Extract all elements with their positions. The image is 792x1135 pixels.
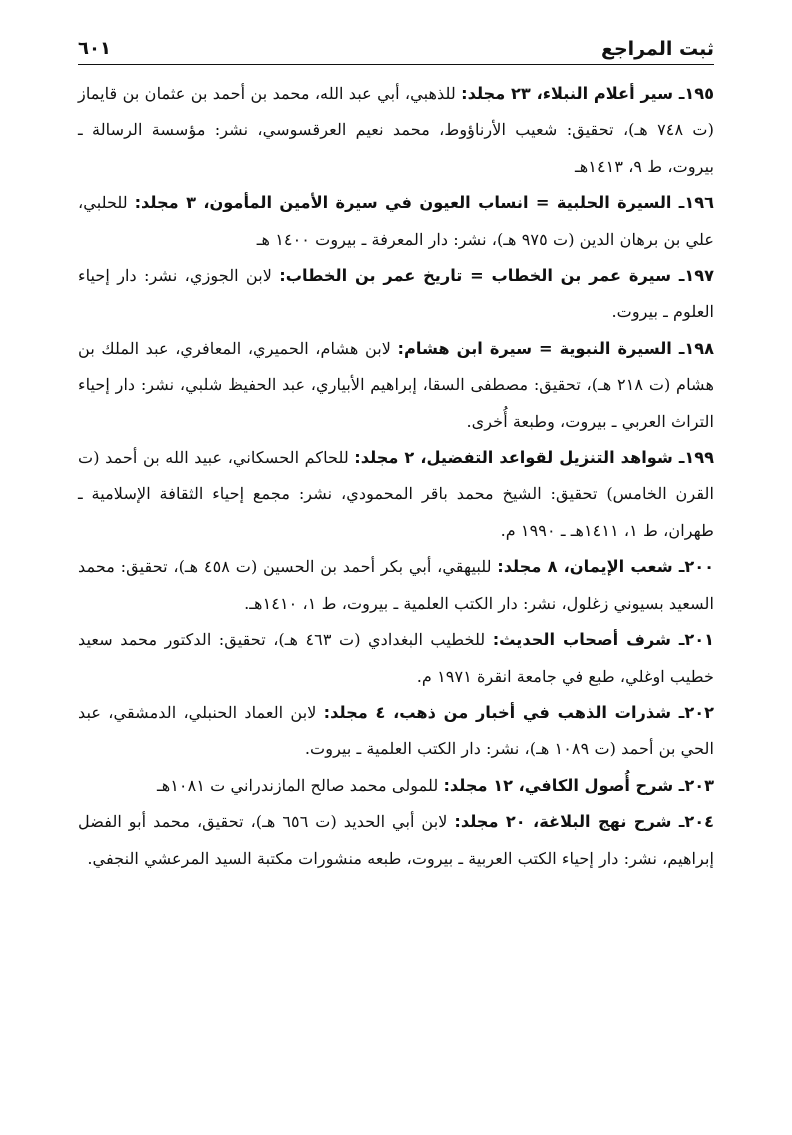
entry-title: ١٩٩ـ شواهد التنزيل لقواعد التفضيل، ٢ مجلد: bbox=[354, 448, 715, 468]
bibliography-entry bbox=[78, 258, 714, 331]
page-header bbox=[78, 30, 714, 65]
entry-title: ١٩٥ـ سير أعلام النبلاء، ٢٣ مجلد: bbox=[461, 84, 714, 103]
entry-details: لابن أبي الحديد (ت ٦٥٦ هـ)، تحقيق، محمد أبو الفضل إبراهيم، نشر: دار إحياء الكتب العربية ـ بيروت، طبعه منشورات مكتبة السيد المرعشي النجفي. bbox=[78, 812, 714, 868]
entry-details: للخطيب البغدادي (ت ٤٦٣ هـ)، تحقيق: الدكتور محمد سعيد خطيب اوغلي، طبع في جامعة انقرة ١٩٧١ م. bbox=[78, 630, 714, 686]
entry-details: للبيهقي، أبي بكر أحمد بن الحسين (ت ٤٥٨ هـ)، تحقيق: محمد السعيد بسيوني زغلول، نشر: دار الكتب العلمية ـ بيروت، ط ١، ١٤١٠هـ. bbox=[78, 557, 714, 613]
entry-title: ٢٠٢ـ شذرات الذهب في أخبار من ذهب، ٤ مجلد: bbox=[323, 702, 714, 722]
entry-details: للحلبي، علي بن برهان الدين (ت ٩٧٥ هـ)، نشر: دار المعرفة ـ بيروت ١٤٠٠ هـ bbox=[78, 193, 714, 249]
bibliography-entry bbox=[78, 622, 714, 695]
bibliography-entry bbox=[78, 76, 714, 185]
entry-title: ٢٠١ـ شرف أصحاب الحديث: bbox=[492, 630, 714, 650]
entry-title: ١٩٦ـ السيرة الحلبية = انساب العيون في سيرة الأمين المأمون، ٣ مجلد: bbox=[134, 193, 714, 213]
running-title: ثبت المراجع bbox=[600, 38, 714, 60]
page-number: ٦٠١ bbox=[78, 38, 111, 59]
bibliography-entry bbox=[78, 768, 714, 804]
bibliography-entry bbox=[78, 440, 714, 549]
entry-details: لابن العماد الحنبلي، الدمشقي، عبد الحي بن أحمد (ت ١٠٨٩ هـ)، نشر: دار الكتب العلمية ـ بيروت. bbox=[78, 702, 714, 759]
bibliography-entry bbox=[78, 549, 714, 622]
entry-details: للمولى محمد صالح المازندراني ت ١٠٨١هـ bbox=[156, 775, 444, 795]
bibliography-entry bbox=[78, 804, 714, 877]
entry-details: لابن الجوزي، نشر: دار إحياء العلوم ـ بيروت. bbox=[78, 266, 714, 322]
entry-title: ١٩٧ـ سيرة عمر بن الخطاب = تاريخ عمر بن الخطاب: bbox=[279, 266, 714, 286]
bibliography-entry bbox=[78, 185, 714, 258]
bibliography-entry bbox=[78, 331, 714, 440]
entry-title: ٢٠٤ـ شرح نهج البلاغة، ٢٠ مجلد: bbox=[454, 812, 715, 832]
entry-title: ٢٠٣ـ شرح أُصول الكافي، ١٢ مجلد: bbox=[443, 775, 714, 795]
entry-details: لابن هشام، الحميري، المعافري، عبد الملك بن هشام (ت ٢١٨ هـ)، تحقيق: مصطفى السقا، إبراهيم الأبياري، عبد الحفيظ شلبي، نشر: دار إحياء التراث العربي ـ بيروت، وطبعة أُخرى. bbox=[78, 338, 714, 431]
entry-title: ٢٠٠ـ شعب الإيمان، ٨ مجلد: bbox=[497, 557, 714, 577]
entry-title: ١٩٨ـ السيرة النبوية = سيرة ابن هشام: bbox=[397, 338, 715, 358]
bibliography-entry bbox=[78, 695, 714, 768]
entry-details: للحاكم الحسكاني، عبيد الله بن أحمد (ت القرن الخامس) تحقيق: الشيخ محمد باقر المحمودي، نشر: مجمع إحياء الثقافة الإسلامية ـ طهران، ط ١، ١٤١١هـ ـ ١٩٩٠ م. bbox=[78, 448, 714, 540]
bibliography-list bbox=[78, 76, 714, 877]
entry-details: للذهبي، أبي عبد الله، محمد بن أحمد بن عثمان بن قايماز (ت ٧٤٨ هـ)، تحقيق: شعيب الأرناؤوط، محمد نعيم العرقسوسي، نشر: مؤسسة الرسالة ـ بيروت، ط ٩، ١٤١٣هـ bbox=[78, 84, 714, 176]
